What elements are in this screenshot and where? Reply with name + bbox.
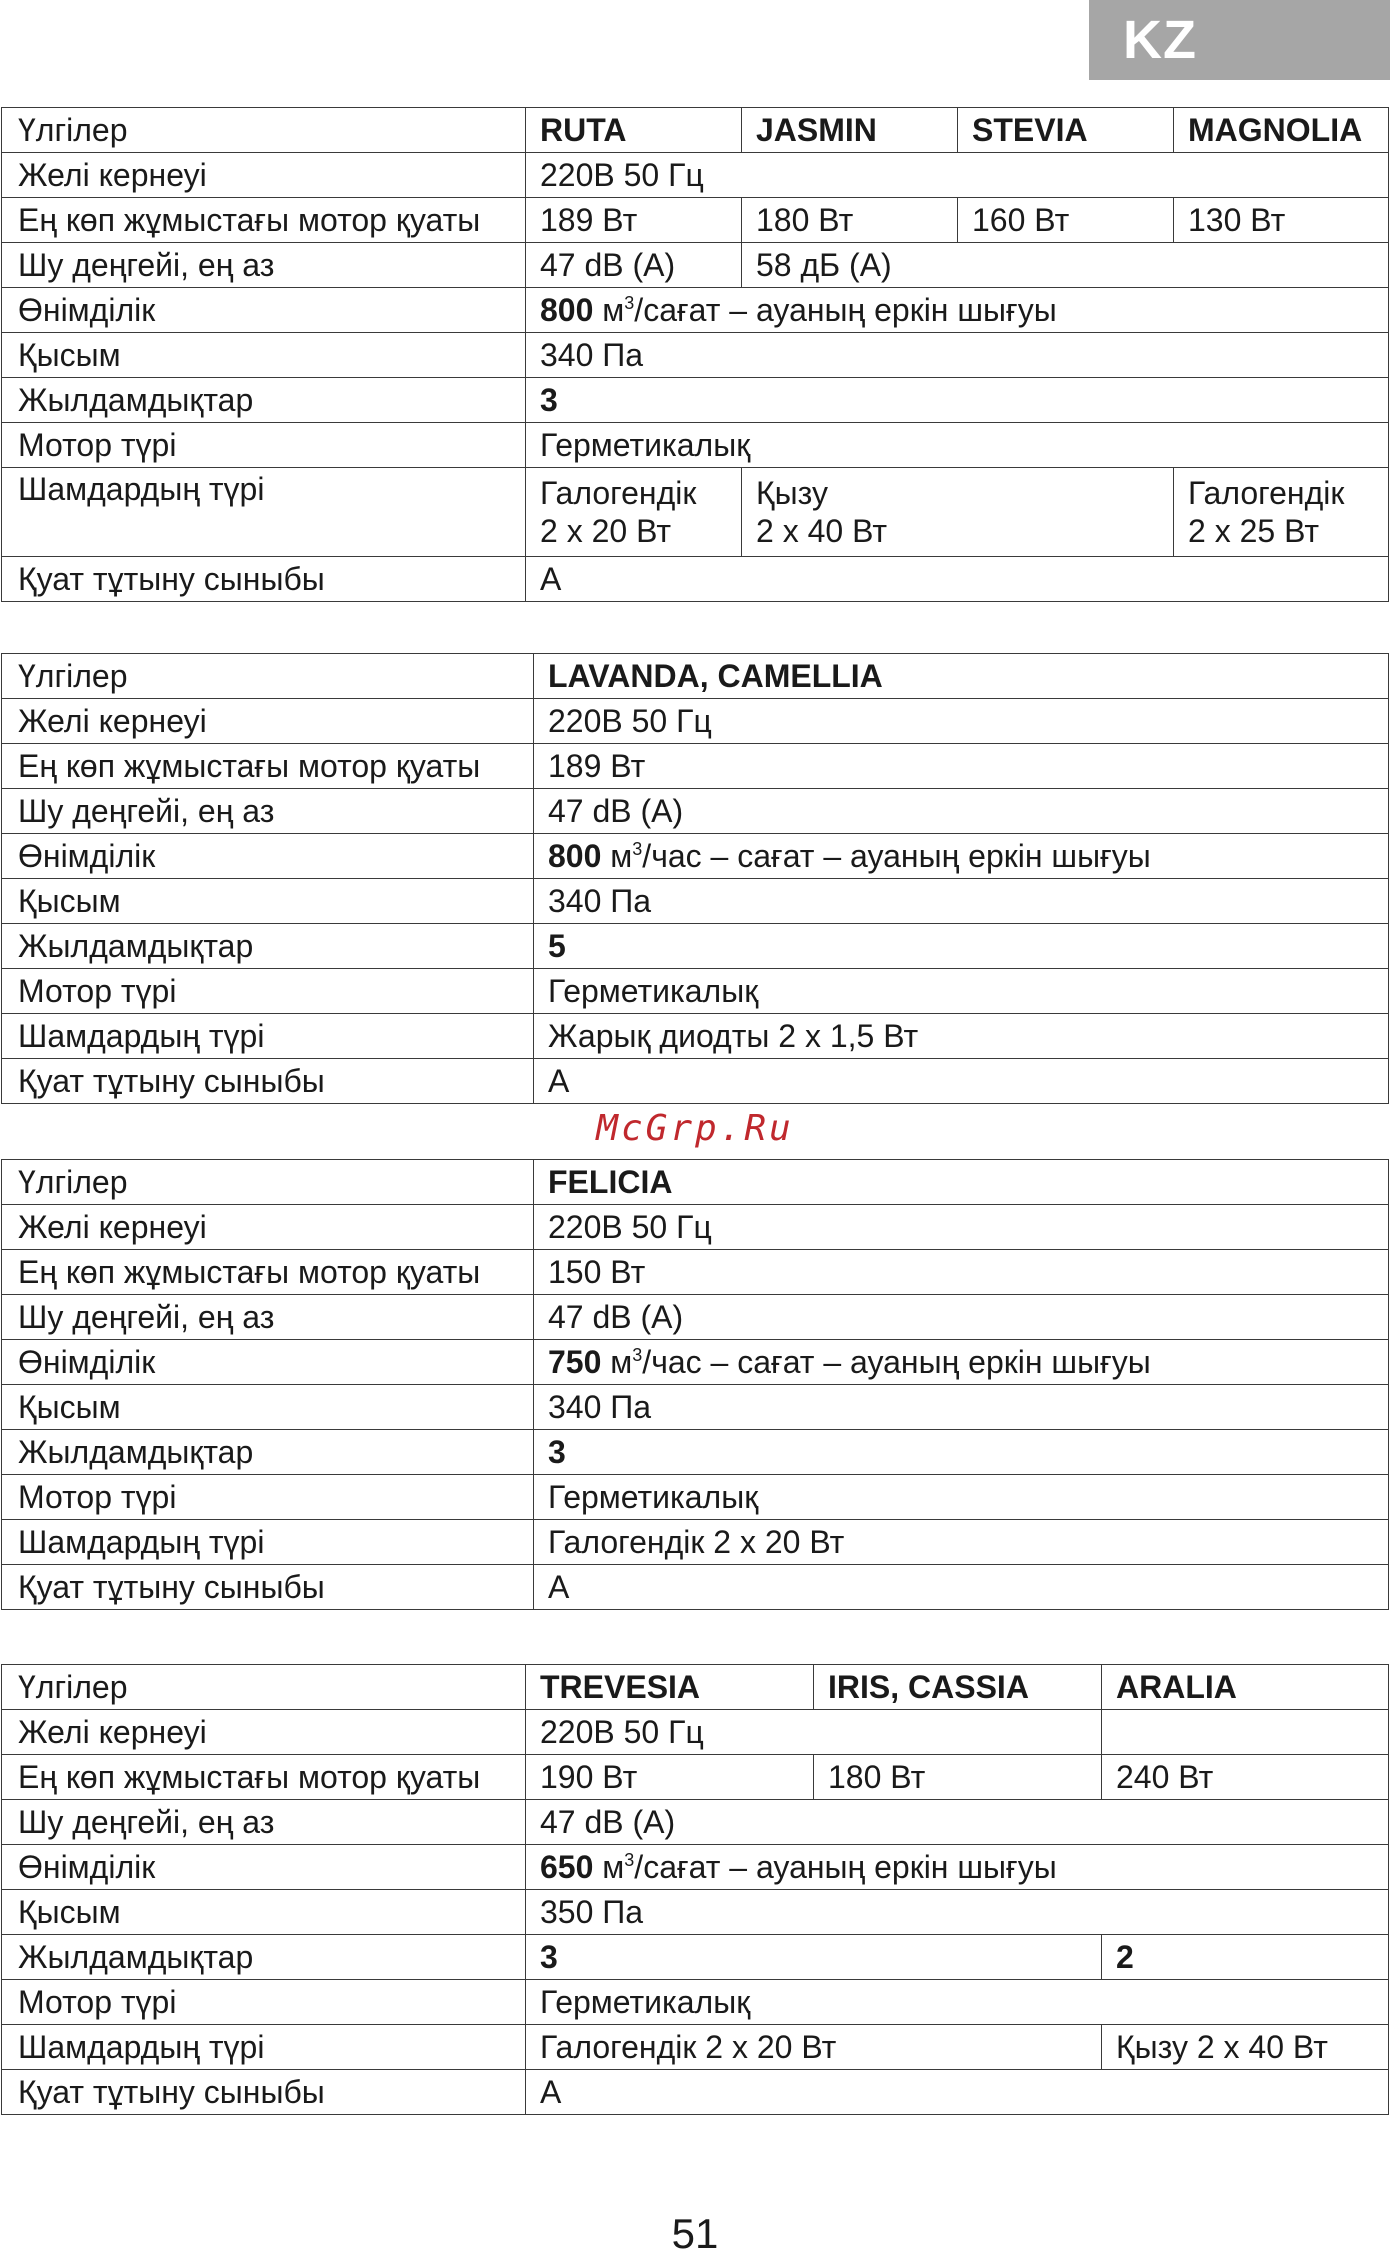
row-label-pressure: Қысым — [2, 333, 526, 378]
performance-text: /час – сағат – ауаның еркін шығуы — [642, 838, 1151, 874]
row-label-models: Үлгілер — [2, 1665, 526, 1710]
model-name: JASMIN — [742, 108, 958, 153]
row-label-speeds: Жылдамдықтар — [2, 1935, 526, 1980]
row-label-voltage: Желі кернеуі — [2, 699, 534, 744]
row-label-voltage: Желі кернеуі — [2, 1710, 526, 1755]
watermark: McGrp.Ru — [596, 1108, 794, 1149]
row-label-energy-class: Қуат тұтыну сыныбы — [2, 1565, 534, 1610]
spec-table-trevesia-iris-cassia-aralia — [1, 1664, 1389, 2115]
row-label-performance: Өнімділік — [2, 1845, 526, 1890]
spec-table-ruta-jasmin-stevia-magnolia — [1, 107, 1389, 602]
performance-value — [534, 834, 1389, 879]
row-label-speeds: Жылдамдықтар — [2, 1430, 534, 1475]
model-name: RUTA — [526, 108, 742, 153]
row-label-models: Үлгілер — [2, 1160, 534, 1205]
table-row — [2, 1755, 1389, 1800]
row-label-noise: Шу деңгейі, ең аз — [2, 789, 534, 834]
lamp-line: 2 x 25 Вт — [1188, 513, 1319, 549]
model-name: FELICIA — [534, 1160, 1389, 1205]
speeds-value: 3 — [526, 1935, 1102, 1980]
page-number: 51 — [671, 2210, 719, 2257]
row-label-pressure: Қысым — [2, 879, 534, 924]
row-label-performance: Өнімділік — [2, 288, 526, 333]
voltage-value: 220В 50 Гц — [526, 1710, 1102, 1755]
performance-unit: м — [601, 838, 633, 874]
noise-value: 47 dB (A) — [534, 1295, 1389, 1340]
row-label-energy-class: Қуат тұтыну сыныбы — [2, 557, 526, 602]
lamp-line: 2 x 20 Вт — [540, 513, 671, 549]
row-label-power: Ең көп жұмыстағы мотор қуаты — [2, 744, 534, 789]
performance-value — [534, 1340, 1389, 1385]
motor-type-value: Герметикалық — [534, 1475, 1389, 1520]
model-name: ARALIA — [1102, 1665, 1389, 1710]
voltage-value: 220В 50 Гц — [534, 699, 1389, 744]
noise-value: 47 dB (A) — [534, 789, 1389, 834]
table-row — [2, 699, 1389, 744]
performance-unit-power: 3 — [632, 839, 643, 859]
energy-class-value: A — [526, 557, 1389, 602]
table-row — [2, 243, 1389, 288]
model-name: MAGNOLIA — [1174, 108, 1389, 153]
table-row — [2, 2070, 1389, 2115]
performance-value — [526, 288, 1389, 333]
row-label-voltage: Желі кернеуі — [2, 153, 526, 198]
table-row — [2, 1890, 1389, 1935]
table-row — [2, 654, 1389, 699]
table-row — [2, 1800, 1389, 1845]
pressure-value: 340 Па — [526, 333, 1389, 378]
pressure-value: 340 Па — [534, 879, 1389, 924]
pressure-value: 340 Па — [534, 1385, 1389, 1430]
table-row — [2, 288, 1389, 333]
power-value: 150 Вт — [534, 1250, 1389, 1295]
speeds-value: 3 — [526, 378, 1389, 423]
motor-type-value: Герметикалық — [526, 1980, 1389, 2025]
table-row — [2, 1475, 1389, 1520]
power-value: 130 Вт — [1174, 198, 1389, 243]
noise-value: 47 dB (A) — [526, 1800, 1389, 1845]
speeds-value: 2 — [1102, 1935, 1389, 1980]
table-row — [2, 1205, 1389, 1250]
table-row — [2, 1710, 1389, 1755]
performance-number: 650 — [540, 1849, 594, 1885]
power-value: 189 Вт — [526, 198, 742, 243]
table-row — [2, 744, 1389, 789]
empty-cell — [1102, 1710, 1389, 1755]
table-row — [2, 1845, 1389, 1890]
table-row — [2, 1520, 1389, 1565]
lamp-value: Жарық диодты 2 x 1,5 Вт — [534, 1014, 1389, 1059]
row-label-pressure: Қысым — [2, 1890, 526, 1935]
power-value: 240 Вт — [1102, 1755, 1389, 1800]
table-row — [2, 423, 1389, 468]
performance-unit-power: 3 — [624, 293, 635, 313]
performance-unit-power: 3 — [624, 1850, 635, 1870]
lamp-value: Қызу 2 x 40 Вт — [1102, 2025, 1389, 2070]
speeds-value: 5 — [534, 924, 1389, 969]
row-label-energy-class: Қуат тұтыну сыныбы — [2, 1059, 534, 1104]
spec-table-felicia — [1, 1159, 1389, 1610]
row-label-noise: Шу деңгейі, ең аз — [2, 1295, 534, 1340]
table-row — [2, 924, 1389, 969]
row-label-motor-type: Мотор түрі — [2, 1980, 526, 2025]
row-label-power: Ең көп жұмыстағы мотор қуаты — [2, 1250, 534, 1295]
motor-type-value: Герметикалық — [526, 423, 1389, 468]
pressure-value: 350 Па — [526, 1890, 1389, 1935]
table-row — [2, 198, 1389, 243]
table-row — [2, 1385, 1389, 1430]
row-label-power: Ең көп жұмыстағы мотор қуаты — [2, 1755, 526, 1800]
model-name: TREVESIA — [526, 1665, 814, 1710]
row-label-energy-class: Қуат тұтыну сыныбы — [2, 2070, 526, 2115]
noise-value: 47 dB (A) — [526, 243, 742, 288]
table-row — [2, 333, 1389, 378]
noise-value: 58 дБ (А) — [742, 243, 1389, 288]
row-label-noise: Шу деңгейі, ең аз — [2, 1800, 526, 1845]
row-label-models: Үлгілер — [2, 108, 526, 153]
performance-number: 750 — [548, 1344, 602, 1380]
performance-number: 800 — [540, 292, 594, 328]
power-value: 160 Вт — [958, 198, 1174, 243]
performance-number: 800 — [548, 838, 602, 874]
lamp-value — [1174, 468, 1389, 557]
spec-table-lavanda-camellia — [1, 653, 1389, 1104]
row-label-motor-type: Мотор түрі — [2, 1475, 534, 1520]
voltage-value: 220В 50 Гц — [534, 1205, 1389, 1250]
energy-class-value: A — [534, 1565, 1389, 1610]
performance-unit: м — [601, 1344, 633, 1380]
lamp-line: Галогендік — [1188, 475, 1345, 511]
lamp-value — [526, 468, 742, 557]
table-row — [2, 153, 1389, 198]
lamp-line: 2 x 40 Вт — [756, 513, 887, 549]
table-row — [2, 789, 1389, 834]
table-row — [2, 1565, 1389, 1610]
performance-text: /сағат – ауаның еркін шығуы — [634, 292, 1057, 328]
performance-text: /сағат – ауаның еркін шығуы — [634, 1849, 1057, 1885]
lamp-value: Галогендік 2 x 20 Вт — [526, 2025, 1102, 2070]
table-row — [2, 969, 1389, 1014]
row-label-motor-type: Мотор түрі — [2, 969, 534, 1014]
row-label-noise: Шу деңгейі, ең аз — [2, 243, 526, 288]
model-name: LAVANDA, CAMELLIA — [534, 654, 1389, 699]
energy-class-value: A — [526, 2070, 1389, 2115]
row-label-pressure: Қысым — [2, 1385, 534, 1430]
row-label-power: Ең көп жұмыстағы мотор қуаты — [2, 198, 526, 243]
performance-text: /час – сағат – ауаның еркін шығуы — [642, 1344, 1151, 1380]
table-row — [2, 108, 1389, 153]
lamp-line: Қызу — [756, 475, 828, 511]
row-label-models: Үлгілер — [2, 654, 534, 699]
table-row — [2, 1059, 1389, 1104]
row-label-speeds: Жылдамдықтар — [2, 378, 526, 423]
model-name: STEVIA — [958, 108, 1174, 153]
power-value: 180 Вт — [742, 198, 958, 243]
table-row — [2, 378, 1389, 423]
row-label-lamp-type: Шамдардың түрі — [2, 1014, 534, 1059]
table-row — [2, 1014, 1389, 1059]
table-row — [2, 834, 1389, 879]
row-label-speeds: Жылдамдықтар — [2, 924, 534, 969]
table-row — [2, 1430, 1389, 1475]
performance-unit-power: 3 — [632, 1345, 643, 1365]
row-label-motor-type: Мотор түрі — [2, 423, 526, 468]
language-badge: KZ — [1089, 0, 1390, 80]
power-value: 190 Вт — [526, 1755, 814, 1800]
table-row — [2, 468, 1389, 557]
performance-unit: м — [593, 1849, 625, 1885]
table-row — [2, 1980, 1389, 2025]
lamp-value — [742, 468, 1174, 557]
table-row — [2, 879, 1389, 924]
performance-value — [526, 1845, 1389, 1890]
table-row — [2, 1665, 1389, 1710]
row-label-voltage: Желі кернеуі — [2, 1205, 534, 1250]
table-row — [2, 557, 1389, 602]
lamp-value: Галогендік 2 x 20 Вт — [534, 1520, 1389, 1565]
row-label-performance: Өнімділік — [2, 1340, 534, 1385]
performance-unit: м — [593, 292, 625, 328]
voltage-value: 220В 50 Гц — [526, 153, 1389, 198]
row-label-performance: Өнімділік — [2, 834, 534, 879]
row-label-lamp-type: Шамдардың түрі — [2, 468, 526, 557]
table-row — [2, 1340, 1389, 1385]
table-row — [2, 1295, 1389, 1340]
energy-class-value: A — [534, 1059, 1389, 1104]
table-row — [2, 2025, 1389, 2070]
table-row — [2, 1250, 1389, 1295]
table-row — [2, 1935, 1389, 1980]
row-label-lamp-type: Шамдардың түрі — [2, 1520, 534, 1565]
motor-type-value: Герметикалық — [534, 969, 1389, 1014]
power-value: 189 Вт — [534, 744, 1389, 789]
row-label-lamp-type: Шамдардың түрі — [2, 2025, 526, 2070]
speeds-value: 3 — [534, 1430, 1389, 1475]
table-row — [2, 1160, 1389, 1205]
model-name: IRIS, CASSIA — [814, 1665, 1102, 1710]
power-value: 180 Вт — [814, 1755, 1102, 1800]
lamp-line: Галогендік — [540, 475, 697, 511]
